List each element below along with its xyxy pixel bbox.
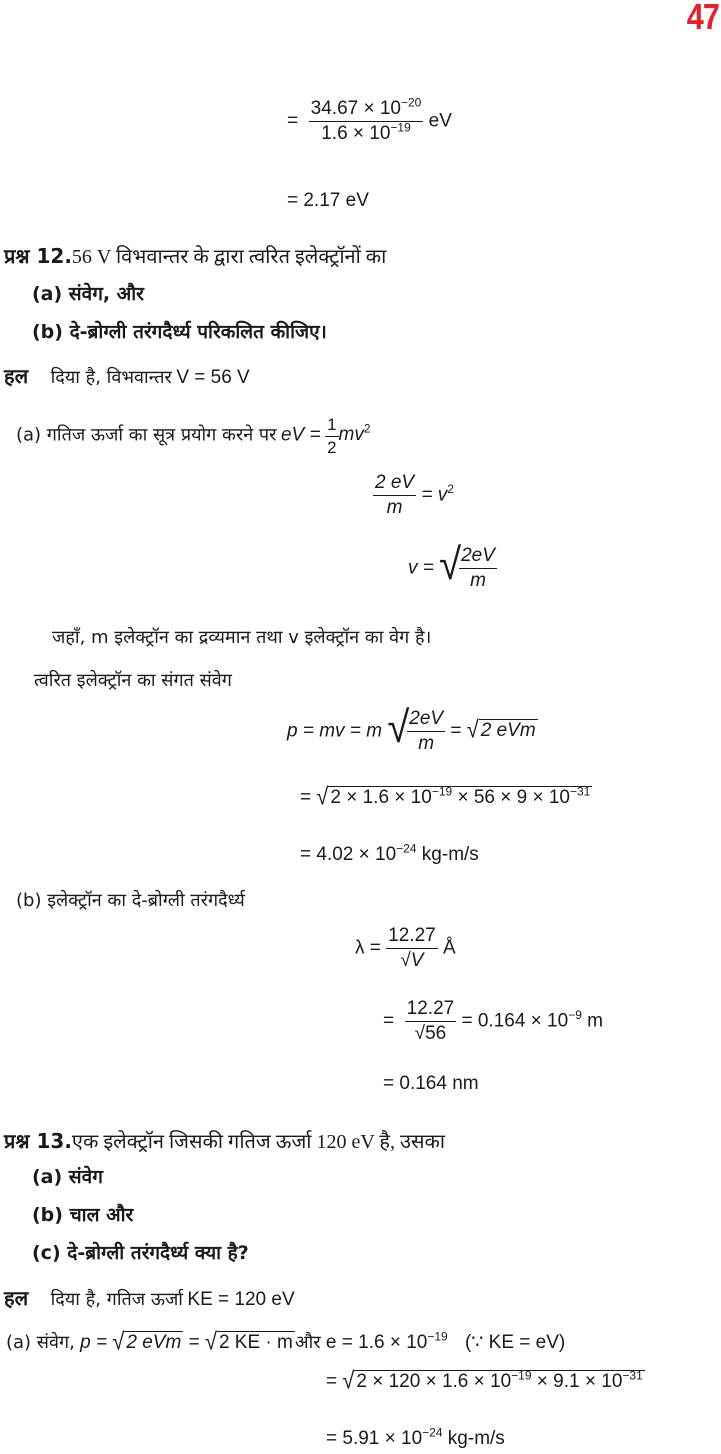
q12-eq-lambda: λ = $\frac{12.27}{√V}$ Å bbox=[355, 925, 456, 971]
q12-part-a-intro: (a) गतिज ऊर्जा का सूत्र प्रयोग करने पर eV = $\frac{1}{2}$ $mv^2$ bbox=[16, 415, 371, 457]
q12-where-text: जहाँ, m इलेक्ट्रॉन का द्रव्यमान तथा v इलेक्ट्रॉन का वेग है। bbox=[52, 627, 432, 648]
continuation-fraction-equation: = $\frac{34.67 \times 10^{-20}}{1.6 \times 10^{-19}}$ eV bbox=[287, 95, 452, 144]
question-12-heading bbox=[4, 242, 386, 269]
solution-label: हल bbox=[4, 1286, 29, 1310]
page-number: 47 bbox=[686, 0, 719, 37]
q13-part-a-momentum: (a) संवेग, p = √ 2 eVm = √ 2 KE · m और $e = 1.6 \times 10^{-19}$ (∵ KE = eV) bbox=[6, 1327, 566, 1356]
question-label: प्रश्न 13. bbox=[4, 1129, 72, 1153]
question-12-part-a: (a) संवेग, और bbox=[32, 283, 144, 305]
continuation-result: = 2.17 eV bbox=[287, 190, 369, 211]
question-13-part-a: (a) संवेग bbox=[32, 1166, 103, 1188]
question-13-part-c: (c) दे-ब्रोग्ली तरंगदैर्ध्य क्या है? bbox=[32, 1242, 249, 1264]
q12-eq-2ev-over-m: $\frac{2 eV}{m}$ = $v^2$ bbox=[375, 472, 454, 518]
q13-momentum-substitution: = √ $2 \times 120 \times 1.6 \times 10^{-19} \times 9.1 \times 10^{-31}$ bbox=[326, 1366, 643, 1395]
solution-label: हल bbox=[4, 364, 29, 388]
q13-momentum-result: = $5.91 \times 10^{-24}$ kg-m/s bbox=[326, 1425, 505, 1449]
q12-momentum-text: त्वरित इलेक्ट्रॉन का संगत संवेग bbox=[34, 670, 232, 691]
q12-eq-momentum: p = mv = m √ $\frac{2eV}{m}$ = √ 2 eVm bbox=[287, 703, 536, 754]
question-12-part-b: (b) दे-ब्रोग्ली तरंगदैर्ध्य परिकलित कीजिए। bbox=[32, 321, 327, 343]
q12-eq-lambda-substitution: = $\frac{12.27}{√56}$ = $0.164 \times 10^{-9}$ m bbox=[383, 998, 603, 1044]
question-text: 56 V विभवान्तर के द्वारा त्वरित इलेक्ट्रॉनों का bbox=[71, 246, 387, 268]
question-13-heading bbox=[4, 1127, 445, 1154]
q12-momentum-result: = $4.02 \times 10^{-24}$ kg-m/s bbox=[300, 841, 479, 865]
q12-lambda-result: = 0.164 nm bbox=[383, 1073, 479, 1094]
q12-eq-v-sqrt: v = √ $\frac{2eV}{m}$ bbox=[408, 540, 495, 591]
question-text: एक इलेक्ट्रॉन जिसकी गतिज ऊर्जा 120 eV है, उसका bbox=[71, 1131, 446, 1153]
question-label: प्रश्न 12. bbox=[4, 244, 72, 268]
q12-solution-given: हल दिया है, विभवान्तर V = 56 V bbox=[4, 364, 250, 388]
q13-solution-given: हल दिया है, गतिज ऊर्जा KE = 120 eV bbox=[4, 1286, 295, 1310]
q12-part-b-intro: (b) इलेक्ट्रॉन का दे-ब्रोग्ली तरंगदैर्ध्य bbox=[16, 890, 245, 911]
q12-eq-momentum-substitution: = √ $2 \times 1.6 \times 10^{-19} \times 56 \times 9 \times 10^{-31}$ bbox=[300, 782, 591, 811]
fraction: $\frac{34.67 \times 10^{-20}}{1.6 \times 10^{-19}}$ bbox=[310, 95, 422, 144]
question-13-part-b: (b) चाल और bbox=[32, 1204, 134, 1226]
unit-ev: eV bbox=[428, 110, 452, 132]
